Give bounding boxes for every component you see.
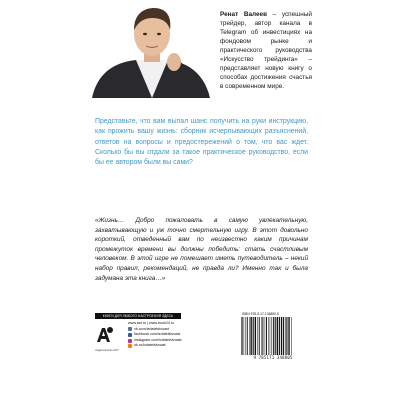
barcode-bar [249,317,250,355]
barcode-bar [283,317,284,355]
barcode-bar [286,317,287,355]
barcode-bar [261,317,262,355]
social-instagram-link[interactable]: instagram.com/izdatelstvoast [134,337,182,342]
barcode-bar [288,317,289,355]
barcode-bar [244,317,245,355]
publisher-tagline: КНИГИ ДЛЯ ЛЮБОГО НАСТРОЕНИЯ ЗДЕСЬ [95,313,181,319]
publisher-contacts [128,321,228,349]
barcode-bar [242,317,243,355]
barcode-bar [262,317,263,355]
barcode-digits: 9 785171 348805 [253,355,293,360]
barcode-bar [265,317,266,355]
barcode-bar [277,317,278,355]
facebook-icon [128,333,132,337]
barcode-bar [270,317,271,355]
social-facebook-link[interactable]: facebook.com/izdatelstvoast [134,332,181,337]
vk-icon [128,327,132,331]
barcode-bar [272,317,273,355]
barcode-bar [266,317,267,355]
instagram-icon [128,339,132,343]
author-bio [220,10,312,91]
author-name: Ренат Валеев [220,11,268,18]
publisher-caption: издательство АСТ [95,348,119,352]
author-bio-text: – успешный трейдер, автор канала в Telegram об инвестициях на фондовом рынке и практического руководства «Искусство трейдинга» – представляет новую книгу о способах достижения счастья в современном мире. [220,11,312,90]
barcode-bar [268,317,269,355]
barcode-bar [275,317,276,355]
barcode [240,317,306,355]
ok-icon [128,344,132,348]
barcode-bar [273,317,274,355]
book-quote: «Жизнь… Добро пожаловать в самую увлекательную, захватывающую и уж точно смертельную игру. В этот довольно короткий, отведенный вам по неизвестно каким причинам промежуток времени вы должны победить: стать счастливым человеком. В этой игре не помешает иметь путеводитель – некий набор правил, рекомендаций, не правда ли? Именно так и была задумана эта книга…» [95,217,308,282]
barcode-bar [250,317,251,355]
social-ok-link[interactable]: ok.ru/izdatelstvoast [134,343,166,348]
barcode-bar [291,317,292,355]
publisher-websites[interactable]: www.ast.ru | www.book24.ru [128,321,175,325]
author-photo [84,0,214,98]
barcode-bar [279,317,280,355]
barcode-bar [253,317,254,355]
barcode-bar [245,317,246,355]
barcode-bar [285,317,286,355]
barcode-bar [247,317,248,355]
barcode-bar [241,317,242,355]
social-vk-link[interactable]: vk.com/izdatelstvoast [134,326,170,331]
barcode-bar [281,317,282,355]
promo-text: Представьте, что вам выпал шанс получить на руки инструкцию, как прожить вашу жизнь: сборник исчерпывающих разъяснений, ответов на вопросы и предостережений о том, что вас ждет. Сколько бы вы отдали за такое практическое руководство, если бы ее автором были вы сами? [95,118,308,167]
isbn-label: ISBN 978-5-17-134880-5 [242,312,279,316]
barcode-bar [257,317,258,355]
book-back-cover [84,0,317,400]
social-ok-row [128,343,228,349]
ast-logo [95,324,115,346]
barcode-bar [255,317,256,355]
barcode-bar [259,317,260,355]
